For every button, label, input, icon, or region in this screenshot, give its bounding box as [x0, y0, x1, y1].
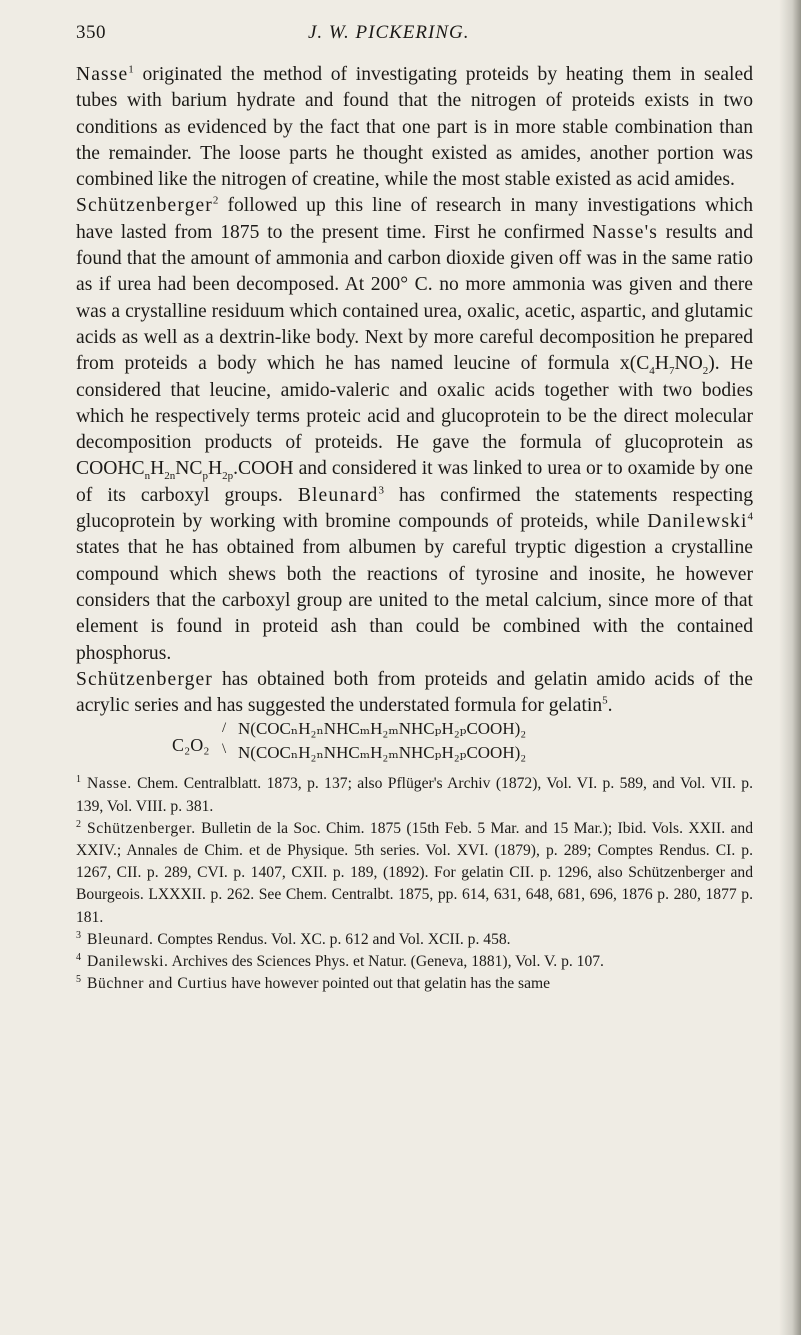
footnote-ref: 1	[128, 63, 134, 76]
footnote-text: Bulletin de la Soc. Chim. 1875 (15th Feb. 5 Mar. and 15 Mar.); Ibid. Vols. XXII. and XXIV.; Annales de Chim. et de Physique. 5th series. Vol. XVI. (1879), p. 289; Comptes Rendus. CI. p. 1267, CII. p. 289, CVI. p. 1407, CXII. p. 189, (1892). For gelatin CII. p. 1296, also Schützenberger and Bourgeois. LXXXII. p. 262. See Chem. Centralbt. 1875, pp. 614, 631, 648, 681, 696, 1876 p. 280, 1877 p. 181.	[76, 819, 753, 926]
footnote-ref: 3	[378, 484, 384, 497]
formula-branch: /	[222, 720, 227, 737]
author-name: Schützenberger	[76, 195, 213, 217]
paragraph-text: has obtained both from proteids and gelatin amido acids of the acrylic series and has suggested the understated formula for gelatin	[76, 668, 753, 717]
footnote-text: Chem. Centralblatt. 1873, p. 137; also Pflüger's Archiv (1872), Vol. VI. p. 589, and Vol. VII. p. 139, Vol. VIII. p. 381.	[76, 775, 753, 815]
footnote	[76, 818, 753, 929]
author-name: Nasse	[76, 64, 129, 85]
subscript: 2n	[164, 470, 176, 483]
paragraph-text: has confirmed the statements respecting glucoprotein by working with bromine compounds of proteids, while	[76, 484, 754, 533]
author-name: Danilewski	[647, 511, 748, 533]
footnote-mark: 2	[76, 818, 81, 830]
formula-line: N(COCₙH₂ₙNHCₘH₂ₘNHCₚH₂ₚCOOH)₂	[238, 743, 527, 763]
formula-part: H	[207, 458, 223, 480]
formula-line: N(COCₙH₂ₙNHCₘH₂ₘNHCₚH₂ₚCOOH)₂	[238, 719, 527, 739]
running-title: J. W. PICKERING.	[308, 22, 470, 43]
paragraph-text: ). He considered that leucine, amido-valeric and oxalic acids together with two bodies which he respectively terms proteic acid and glucoprotein to be the direct molecular decomposition products of proteids. He gave the formula of glucoprotein as COOHC	[76, 353, 754, 480]
formula-part: H	[150, 458, 165, 480]
footnote	[76, 773, 753, 817]
subscript: n	[144, 470, 151, 483]
author-name: Schützenberger	[76, 668, 213, 690]
footnote-author: Büchner and Curtius	[87, 975, 228, 993]
footnote-ref: 2	[212, 194, 219, 207]
running-head	[76, 22, 753, 62]
subscript: 4	[649, 365, 655, 378]
gelatin-formula	[172, 719, 753, 771]
body-text	[76, 62, 753, 719]
footnote-text: Archives des Sciences Phys. et Natur. (Geneva, 1881), Vol. V. p. 107.	[168, 953, 604, 971]
paragraph-text: .COOH and considered it was linked to urea or to oxamide by one of its carboxyl groups.	[76, 458, 753, 506]
footnote-mark: 3	[76, 929, 81, 941]
footnote	[76, 973, 753, 995]
footnote-author: Danilewski.	[87, 953, 169, 971]
subscript: 7	[668, 365, 675, 378]
formula-part: NO	[674, 353, 703, 375]
paragraph-text: originated the method of investigating proteids by heating them in sealed tubes with barium hydrate and found that the nitrogen of proteids exists in two conditions as evidenced by the fact that one part is in more stable combination than the remainder. The loose parts he thought existed as amides, another portion was combined like the nitrogen of creatine, while the most stable existed as acid amides.	[76, 64, 753, 191]
formula-branch: \	[222, 741, 227, 758]
paragraph-2	[76, 193, 753, 666]
page-number: 350	[76, 22, 106, 43]
footnote-text: have however pointed out that gelatin has the same	[227, 975, 551, 993]
footnote-ref: 5	[602, 694, 608, 707]
author-name: Nasse's	[592, 221, 658, 243]
paragraph-text: .	[607, 695, 613, 717]
paragraph-text: results and found that the amount of ammonia and carbon dioxide given off was in the same ratio as if urea had been decomposed. At 200° C. no more ammonia was given and there was a crystalline residuum which contained urea, oxalic, acetic, aspartic, and glutamic acids as well as a dextrin-like body. Next by more careful decomposition he prepared from proteids a body which he has named leucine of formula x(C	[76, 221, 753, 375]
footnote-mark: 5	[76, 974, 81, 986]
footnote-text: Comptes Rendus. Vol. XC. p. 612 and Vol. XCII. p. 458.	[153, 930, 511, 948]
footnotes	[76, 773, 753, 995]
footnote-author: Nasse.	[87, 775, 132, 793]
formula-part: NC	[175, 458, 203, 480]
paragraph-text: states that he has obtained from albumen by careful tryptic digestion a crystalline compound which shews both the reactions of tyrosine and inosite, he however considers that the carboxyl group are united to the metal calcium, since more of that element is found in proteid ash than could be combined with the contained phosphorus.	[76, 537, 753, 664]
footnote-ref: 4	[747, 510, 753, 523]
footnote	[76, 929, 753, 951]
author-name: Bleunard	[297, 484, 379, 506]
footnote-author: Bleunard.	[87, 930, 154, 948]
footnote-author: Schützenberger.	[87, 819, 196, 837]
page-edge-shadow	[779, 0, 801, 1335]
footnote-mark: 4	[76, 951, 81, 963]
paragraph-1	[76, 62, 753, 193]
subscript: p	[202, 470, 208, 483]
formula-lead: C₂O₂	[172, 735, 210, 756]
paragraph-text: followed up this line of research in many investigations which have lasted from 1875 to the present time. First he confirmed	[76, 195, 753, 243]
paragraph-3	[76, 667, 753, 720]
footnote	[76, 951, 753, 973]
subscript: 2p	[222, 470, 234, 483]
footnote-mark: 1	[76, 774, 81, 786]
subscript: 2	[702, 365, 709, 378]
formula-part: H	[654, 353, 669, 375]
